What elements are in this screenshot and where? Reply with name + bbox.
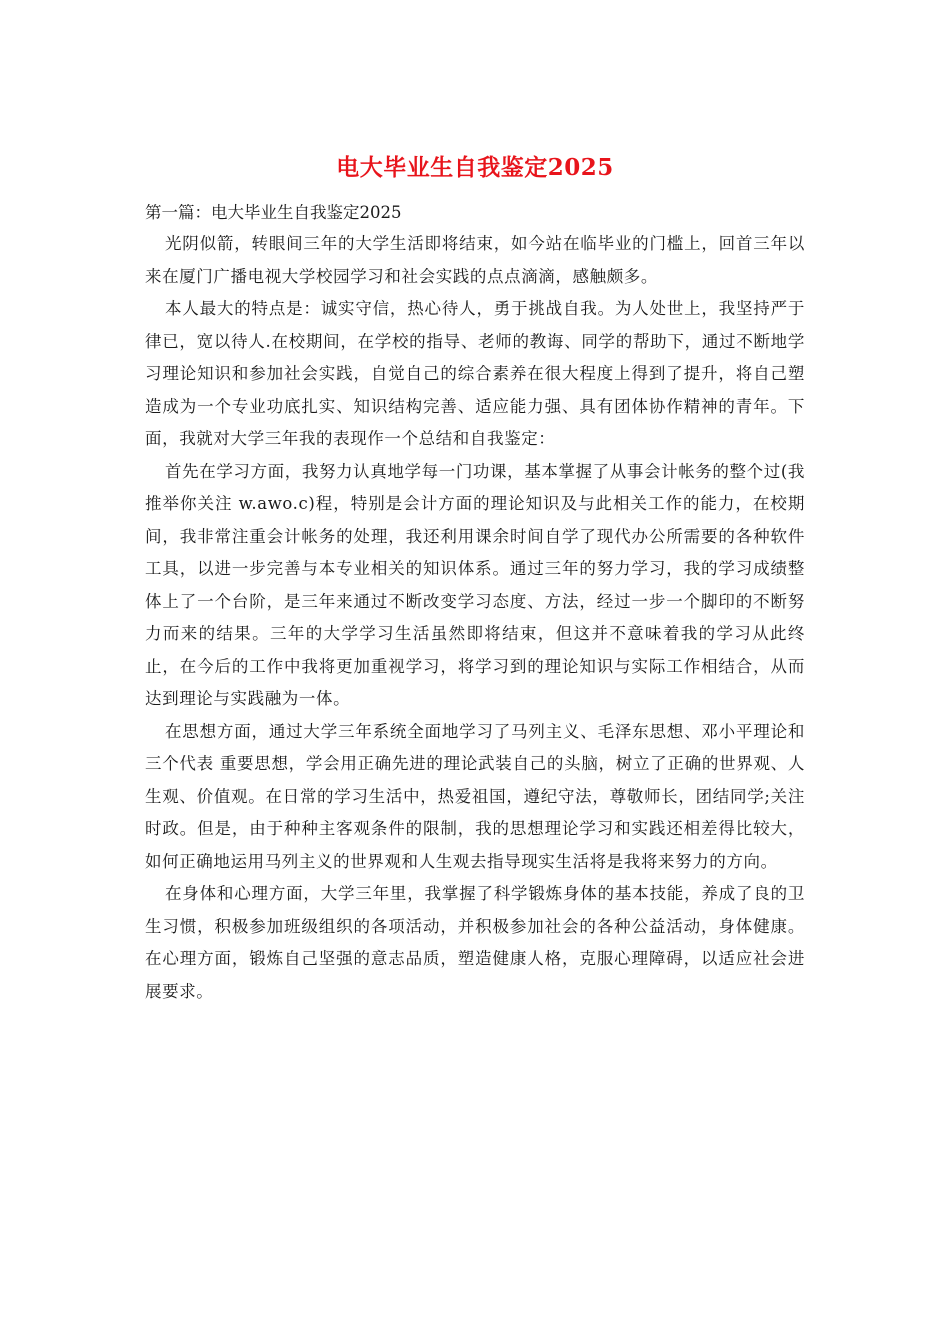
document-page bbox=[145, 150, 805, 1008]
paragraph-health: 在身体和心理方面，大学三年里，我掌握了科学锻炼身体的基本技能，养成了良的卫生习惯，积极参加班级组织的各项活动，并积极参加社会的各种公益活动，身体健康。在心理方面，锻炼自己坚强的意志品质，塑造健康人格，克服心理障碍，以适应社会进展要求。 bbox=[145, 884, 805, 1001]
paragraph-ideology: 在思想方面，通过大学三年系统全面地学习了马列主义、毛泽东思想、邓小平理论和 三个代表 重要思想，学会用正确先进的理论武装自己的头脑，树立了正确的世界观、人生观、价值观。在日常的学习生活中，热爱祖国，遵纪守法，尊敬师长，团结同学;关注时政。但是，由于种种主客观条件的限制，我的思想理论学习和实践还相差得比较大，如何正确地运用马列主义的世界观和人生观去指导现实生活将是我将来努力的方向。 bbox=[145, 721, 805, 871]
document-subtitle: 第一篇：电大毕业生自我鉴定2025 bbox=[145, 203, 402, 222]
paragraph-study: 首先在学习方面，我努力认真地学每一门功课，基本掌握了从事会计帐务的整个过(我推举你关注 w.awo.c)程，特别是会计方面的理论知识及与此相关工作的能力，在校期间，我非常注重会计帐务的处理，我还利用课余时间自学了现代办公所需要的各种软件工具，以进一步完善与本专业相关的知识体系。通过三年的努力学习，我的学习成绩整体上了一个台阶，是三年来通过不断改变学习态度、方法，经过一步一个脚印的不断努力而来的结果。三年的大学学习生活虽然即将结束，但这并不意味着我的学习从此终止，在今后的工作中我将更加重视学习，将学习到的理论知识与实际工作相结合，从而达到理论与实践融为一体。 bbox=[145, 461, 805, 708]
paragraph-traits: 本人最大的特点是：诚实守信，热心待人，勇于挑战自我。为人处世上，我坚持严于律已，宽以待人.在校期间，在学校的指导、老师的教诲、同学的帮助下，通过不断地学习理论知识和参加社会实践，自觉自己的综合素养在很大程度上得到了提升，将自己塑造成为一个专业功底扎实、知识结构完善、适应能力强、具有团体协作精神的青年。下面，我就对大学三年我的表现作一个总结和自我鉴定： bbox=[145, 299, 805, 448]
paragraph-intro: 光阴似箭，转眼间三年的大学生活即将结束，如今站在临毕业的门槛上，回首三年以来在厦门广播电视大学校园学习和社会实践的点点滴滴，感触颇多。 bbox=[145, 234, 805, 286]
document-title: 电大毕业生自我鉴定2025 bbox=[336, 154, 614, 181]
